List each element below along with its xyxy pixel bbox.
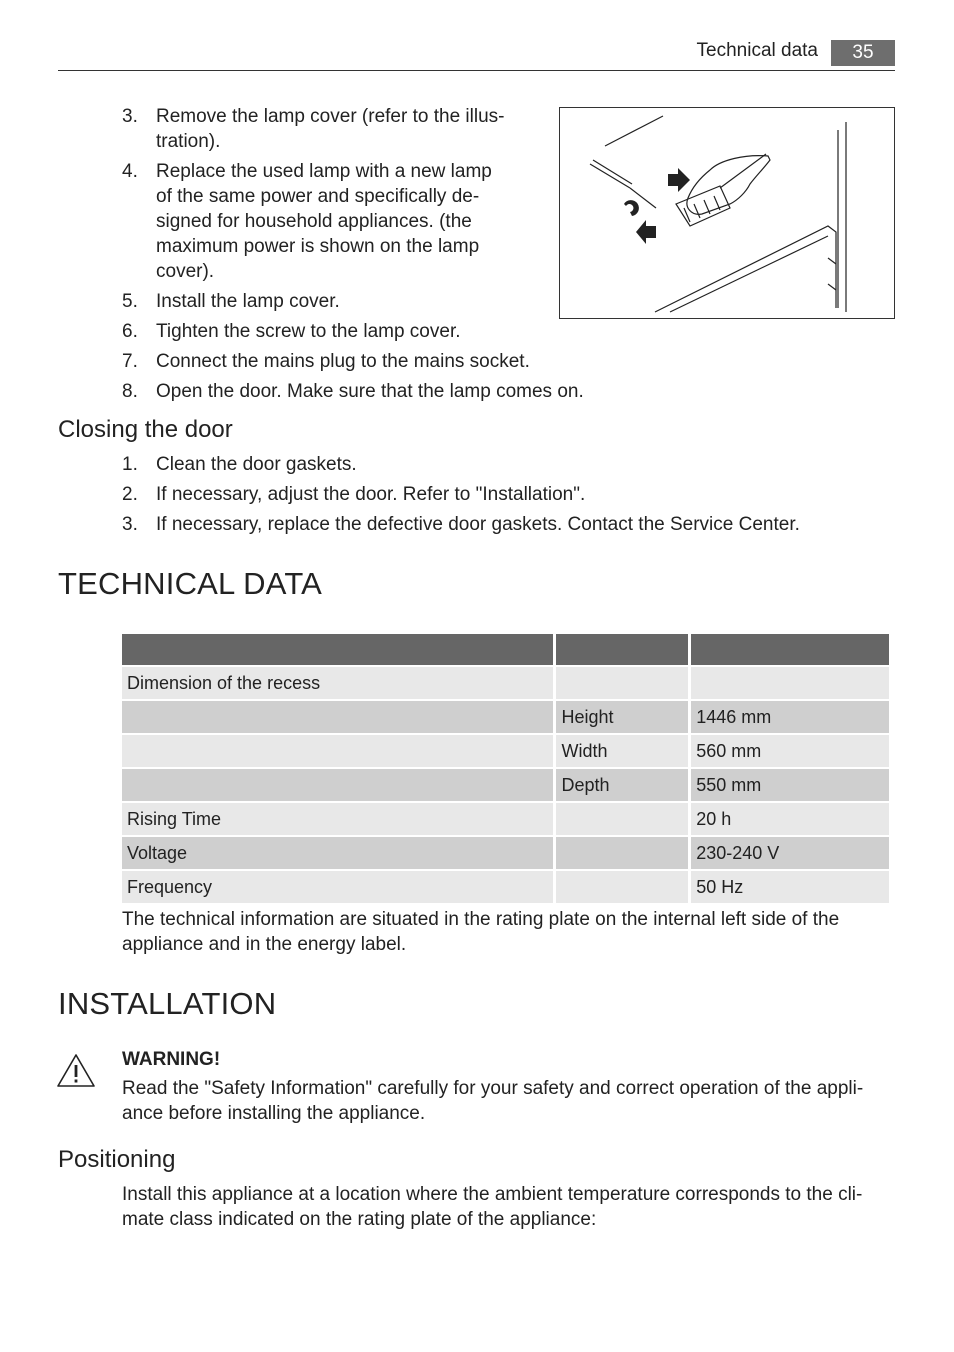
table-cell: Height [556, 701, 688, 733]
table-row [122, 735, 889, 767]
step-number: 1. [122, 454, 138, 475]
table-cell: 550 mm [691, 769, 889, 801]
table-cell: Frequency [122, 871, 553, 903]
table-cell: Width [556, 735, 688, 767]
closing-steps-list [122, 452, 800, 542]
table-row [122, 837, 889, 869]
page-number: 35 [831, 40, 895, 66]
step-text: Replace the used lamp with a new lamp of the same power and specifically de- signed for household appliances. (the maximum power is shown on the lamp cover). [156, 161, 492, 282]
table-row [122, 769, 889, 801]
step-number: 3. [122, 106, 138, 127]
table-cell [122, 735, 553, 767]
technical-note: The technical information are situated in the rating plate on the internal left side of the appliance and in the energy label. [122, 909, 840, 955]
table-row [122, 803, 889, 835]
step-number: 7. [122, 351, 138, 372]
table-cell: 1446 mm [691, 701, 889, 733]
table-cell: Depth [556, 769, 688, 801]
step-number: 8. [122, 381, 138, 402]
table-header-cell [691, 634, 889, 665]
step-text: Clean the door gaskets. [156, 454, 357, 475]
table-cell [691, 667, 889, 699]
list-item [122, 319, 584, 344]
table-cell [556, 871, 688, 903]
positioning-heading: Positioning [58, 1146, 176, 1173]
step-text: If necessary, adjust the door. Refer to "Installation". [156, 484, 586, 505]
header-divider [58, 70, 895, 71]
table-cell: 560 mm [691, 735, 889, 767]
step-number: 6. [122, 321, 138, 342]
table-cell: 20 h [691, 803, 889, 835]
table-cell: 230-240 V [691, 837, 889, 869]
warning-title: WARNING! [122, 1049, 221, 1070]
step-text: Install the lamp cover. [156, 291, 340, 312]
table-row [122, 871, 889, 903]
step-text: Remove the lamp cover (refer to the illus- tration). [156, 106, 505, 152]
step-text: Tighten the screw to the lamp cover. [156, 321, 461, 342]
installation-heading: INSTALLATION [58, 986, 277, 1021]
step-text: If necessary, replace the defective door gaskets. Contact the Service Center. [156, 514, 800, 535]
table-cell [122, 769, 553, 801]
step-number: 5. [122, 291, 138, 312]
table-cell [122, 701, 553, 733]
list-item [122, 349, 584, 374]
table-row [122, 667, 889, 699]
step-text: Open the door. Make sure that the lamp comes on. [156, 381, 584, 402]
table-cell [556, 837, 688, 869]
table-header-cell [122, 634, 553, 665]
header-section-title: Technical data [696, 40, 818, 61]
table-header-row [122, 634, 889, 665]
table-row [122, 701, 889, 733]
table-header-cell [556, 634, 688, 665]
table-cell: 50 Hz [691, 871, 889, 903]
list-item [122, 379, 584, 404]
warning-icon [56, 1053, 96, 1089]
step-number: 4. [122, 161, 138, 182]
illustration-drawing [560, 108, 894, 318]
technical-data-table [119, 632, 892, 905]
table-cell [556, 803, 688, 835]
list-item [122, 159, 584, 284]
step-text: Connect the mains plug to the mains socket. [156, 351, 530, 372]
lamp-steps-list [122, 104, 584, 409]
list-item [122, 289, 584, 314]
table-cell: Dimension of the recess [122, 667, 553, 699]
list-item [122, 512, 800, 537]
table-cell [556, 667, 688, 699]
list-item [122, 482, 800, 507]
positioning-text: Install this appliance at a location where the ambient temperature corresponds to the cli- mate class indicated on the rating plate of the appliance: [122, 1184, 863, 1230]
closing-door-heading: Closing the door [58, 416, 233, 443]
table-cell: Rising Time [122, 803, 553, 835]
list-item [122, 104, 584, 154]
step-number: 3. [122, 514, 138, 535]
lamp-replacement-illustration [559, 107, 895, 319]
step-number: 2. [122, 484, 138, 505]
technical-data-heading: TECHNICAL DATA [58, 566, 323, 601]
table-cell: Voltage [122, 837, 553, 869]
list-item [122, 452, 800, 477]
warning-text: Read the "Safety Information" carefully for your safety and correct operation of the appli- ance before installing the appliance. [122, 1078, 864, 1124]
